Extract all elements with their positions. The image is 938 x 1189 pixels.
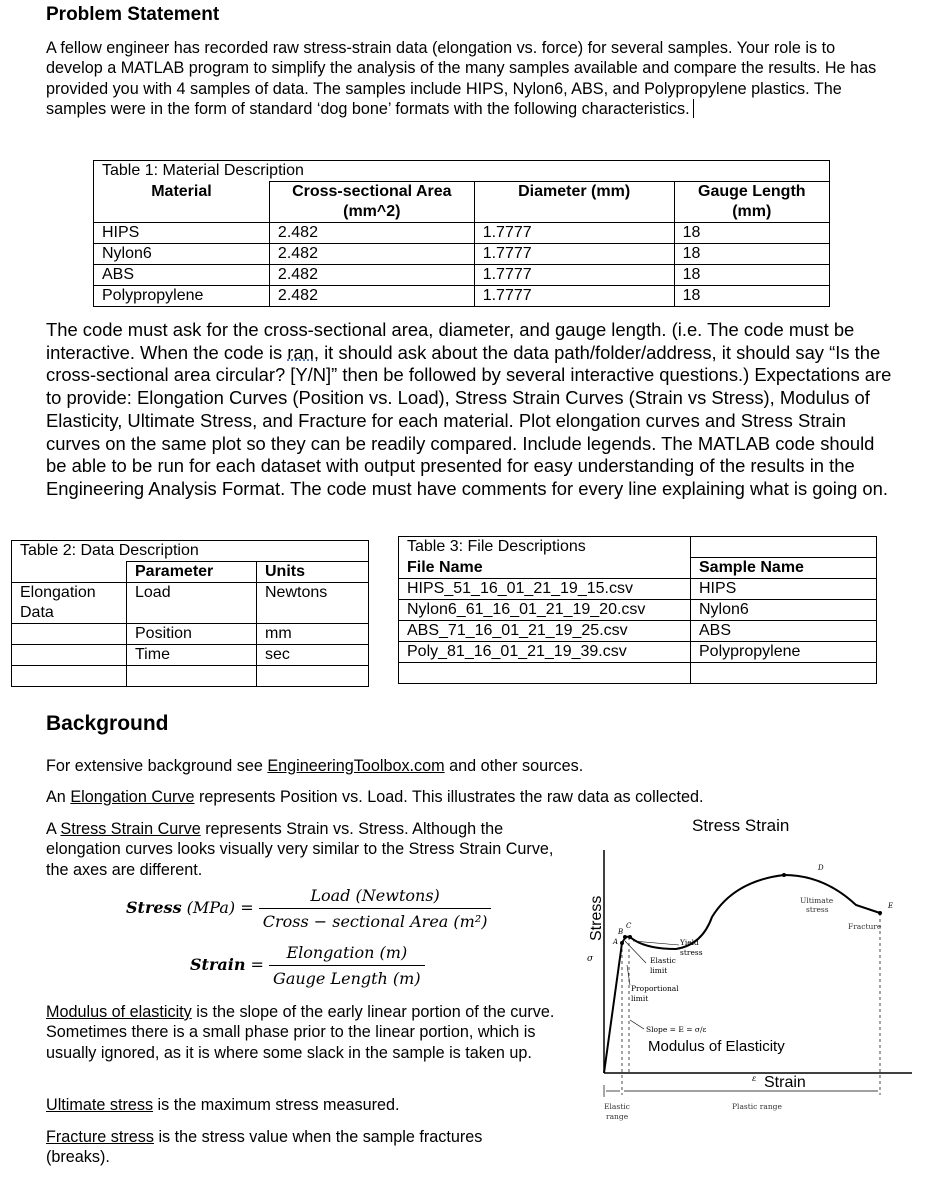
modulus-link[interactable]: Modulus of elasticity [46,1003,192,1021]
table-cell [12,645,127,666]
requirements-text-1: The code must ask for the cross-sectional area, diameter, and gauge length. (i.e. The code must be interactive. When the code is [46,319,855,363]
intro-paragraph [46,38,896,119]
plastic-range-label: Plastic range [732,1102,782,1111]
p3-text: A [46,820,61,838]
table-cell: HIPS [94,223,270,244]
table-row [12,645,369,666]
table-cell: 2.482 [269,223,474,244]
stress-fraction [259,886,492,931]
table-cell [127,666,257,687]
engineering-toolbox-link[interactable]: EngineeringToolbox.com [267,757,445,775]
table-row [399,663,877,684]
table-row [12,666,369,687]
epsilon-label: ε [752,1074,757,1083]
table-cell: Load [127,583,257,624]
table-row [399,621,877,642]
point-d [782,873,786,877]
problem-statement-heading: Problem Statement [46,4,220,25]
table-cell: HIPS [691,579,877,600]
table-cell: 18 [674,265,829,286]
table-cell [691,663,877,684]
strain-equation [190,943,425,988]
p6-text: is the stress value when the sample fractures (breaks). [46,1128,483,1167]
p1-text: For extensive background see [46,757,268,775]
table3-caption: Table 3: File Descriptions [399,537,691,558]
background-heading: Background [46,712,169,735]
p3-text-end: represents Strain vs. Stress. Although the elongation curves looks visually very similar to the Stress Strain Curve, the axes are different. [46,820,554,879]
point-b [623,935,627,939]
fracture-label: Fracture [848,922,882,931]
table-cell: Poly_81_16_01_21_19_39.csv [399,642,691,663]
text-cursor [693,99,695,118]
table-cell: 18 [674,244,829,265]
table-cell: 2.482 [269,265,474,286]
ultimate-label-1: Ultimate [800,896,834,905]
table-cell: 1.7777 [474,244,674,265]
table1-header-material: Material [94,182,270,223]
p2-text: An [46,788,71,806]
stress-strain-diagram [584,845,924,1145]
material-description-table [93,160,830,307]
table-cell: Nylon6 [691,600,877,621]
table-row [399,600,877,621]
table2-group-label: Elongation Data [12,583,127,624]
slope-leader [630,1020,644,1029]
table-row [399,579,877,600]
ultimate-label-2: stress [806,905,829,914]
table-cell: 2.482 [269,286,474,307]
proportional-label-2: limit [631,994,649,1003]
table1-header-diameter: Diameter (mm) [474,182,674,223]
yield-label-2: stress [680,948,703,957]
table-cell: Newtons [257,583,369,624]
requirements-text-2: , it should ask about the data path/folder/address, it should say “Is the cross-sectional area circular? [Y/N]” then be followed by several interactive questions.) Expectations are to provide: Elongation Curves (Position vs. Load), Stress Strain Curves (Strain vs Stress), Modulus of Elasticity, Ultimate Stress, and Fracture for each material. Plot elongation curves and Stress Strain curves on the same plot so they can be readily compared. Include legends. The MATLAB code should be able to be run for each dataset with output presented for easy understanding of the results in the Engineering Analysis Format. The code must have comments for every line explaining what is going on. [46,341,892,499]
label-b: B [618,928,624,936]
ran-word: ran [287,341,314,363]
table-cell [12,562,127,583]
table-cell: mm [257,624,369,645]
label-c: C [626,922,632,930]
label-e: E [888,902,894,910]
table-cell: Nylon6_61_16_01_21_19_20.csv [399,600,691,621]
table-cell [12,624,127,645]
table-cell: Polypropylene [94,286,270,307]
background-p3 [46,819,566,880]
stress-equation-unit: (MPa) = [186,898,254,917]
point-e [878,911,882,915]
intro-text: A fellow engineer has recorded raw stress-strain data (elongation vs. force) for several samples. Your role is to develop a MATLAB program to simplify the analysis of the many samples available and compare the results. He has provided you with 4 samples of data. The samples include HIPS, Nylon6, ABS, and Polypropylene plastics. The samples were in the form of standard ‘dog bone’ formats with the following characteristics. [46,39,877,118]
table3-header-file: File Name [399,558,691,579]
table1-header-area: Cross-sectional Area (mm^2) [269,182,474,223]
table-row [94,223,830,244]
table-cell: ABS [691,621,877,642]
table-cell: ABS [94,265,270,286]
p4-text: is the slope of the early linear portion of the curve. Sometimes there is a small phase prior to the linear portion, which is usually ignored, as it is where some slack in the sample is taken up. [46,1003,555,1062]
stress-strain-curve-link[interactable]: Stress Strain Curve [60,820,201,838]
background-p2 [46,787,906,807]
strain-equation-equals: = [250,955,264,974]
table-cell: Position [127,624,257,645]
background-p1 [46,756,906,776]
table-cell: ABS_71_16_01_21_19_25.csv [399,621,691,642]
proportional-leader [627,965,630,985]
proportional-label-1: Proportional [631,984,679,993]
data-description-table [11,540,369,687]
requirements-paragraph [46,319,896,501]
table-cell: 18 [674,223,829,244]
table1-header-gauge: Gauge Length (mm) [674,182,829,223]
table1-caption: Table 1: Material Description [94,161,830,182]
background-p6 [46,1127,546,1168]
stress-equation [126,886,491,931]
p1-text-end: and other sources. [444,757,584,775]
strain-equation-lhs: Strain [190,955,246,974]
x-axis-label: Strain [764,1074,806,1091]
ultimate-stress-link[interactable]: Ultimate stress [46,1096,154,1114]
table-cell: Time [127,645,257,666]
modulus-label: Modulus of Elasticity [648,1038,785,1055]
table-cell: 1.7777 [474,265,674,286]
table2-header-parameter: Parameter [127,562,257,583]
table-cell: 1.7777 [474,223,674,244]
stress-equation-lhs: Stress [126,898,182,917]
elastic-range-label-1: Elastic [604,1102,630,1111]
table3-header-sample: Sample Name [691,558,877,579]
table-cell [399,663,691,684]
table-cell: HIPS_51_16_01_21_19_15.csv [399,579,691,600]
label-a: A [613,938,619,946]
label-d: D [818,864,824,872]
point-a [620,941,624,945]
stress-denominator: Cross − sectional Area (m²) [262,912,488,931]
table-cell [691,537,877,558]
background-p4 [46,1002,571,1063]
fracture-stress-link[interactable]: Fracture stress [46,1128,154,1146]
file-descriptions-table [398,536,877,684]
slope-label: Slope = E = σ/ε [646,1025,707,1034]
table-cell: 1.7777 [474,286,674,307]
table-row [94,286,830,307]
strain-fraction [269,943,425,988]
background-p5 [46,1095,566,1115]
table-row [399,642,877,663]
elongation-curve-link[interactable]: Elongation Curve [70,788,195,806]
p2-text-end: represents Position vs. Load. This illustrates the raw data as collected. [194,788,704,806]
table2-caption: Table 2: Data Description [12,541,369,562]
table-row [12,583,369,624]
stress-numerator: Load (Newtons) [259,886,492,909]
elastic-limit-label-2: limit [650,966,668,975]
table-row [12,624,369,645]
table-cell [12,666,127,687]
table2-header-units: Units [257,562,369,583]
table-row [94,265,830,286]
strain-denominator: Gauge Length (m) [273,969,421,988]
table-cell: Nylon6 [94,244,270,265]
table-row [94,244,830,265]
table-cell: Polypropylene [691,642,877,663]
table-cell: 2.482 [269,244,474,265]
elastic-limit-label-1: Elastic [650,956,676,965]
elastic-range-label-2: range [606,1112,629,1121]
y-axis-label: Stress [588,895,605,941]
table-cell: 18 [674,286,829,307]
sigma-label: σ [587,954,594,964]
table-cell [257,666,369,687]
strain-numerator: Elongation (m) [269,943,425,966]
yield-label-1: Yield [680,938,699,947]
p5-text: is the maximum stress measured. [153,1096,400,1114]
table-cell: sec [257,645,369,666]
figure-title: Stress Strain [692,816,790,835]
point-c [628,935,632,939]
